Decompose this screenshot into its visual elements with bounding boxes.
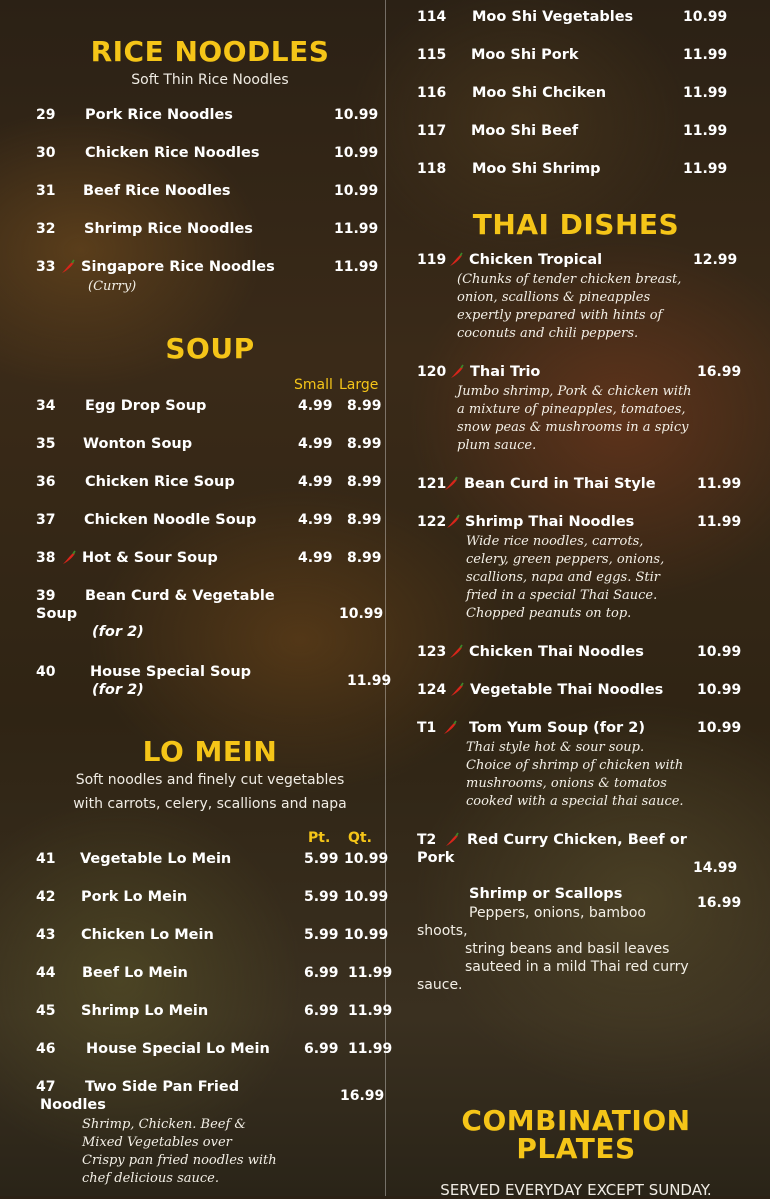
item-price: 11.99 — [697, 514, 742, 530]
item-name: Shrimp or Scallops — [469, 886, 623, 902]
item-number: 118 — [417, 161, 447, 177]
item-number: 117 — [417, 123, 447, 139]
large-price: 8.99 — [347, 550, 382, 566]
item-name: Moo Shi Pork — [471, 47, 579, 63]
item-description: Thai style hot & sour soup. Choice of shrimp of chicken with mushrooms, onions & tomatos cooked with a special thai sauce. — [466, 740, 684, 809]
item-name: Moo Shi Beef — [471, 123, 579, 139]
large-header: Large — [339, 377, 379, 393]
item-number: 32 — [36, 221, 56, 237]
item-name: Vegetable Thai Noodles — [470, 682, 664, 698]
item-price: 10.99 — [697, 682, 742, 698]
item-description: Jumbo shrimp, Pork & chicken with a mixture of pineapples, tomatoes, snow peas & mushrooms in a spicy plum sauce. — [457, 384, 692, 453]
item-name: Singapore Rice Noodles — [81, 259, 275, 275]
thai-dishes-title: THAI DISHES — [472, 208, 680, 241]
item-name: Two Side Pan Fried — [85, 1079, 240, 1095]
item-price: 14.99 — [693, 860, 738, 876]
item-number: 41 — [36, 851, 56, 867]
item-name: Moo Shi Vegetables — [472, 9, 634, 25]
item-number: 35 — [36, 436, 56, 452]
item-price: 11.99 — [334, 221, 379, 237]
item-price: 11.99 — [683, 123, 728, 139]
large-price: 8.99 — [347, 398, 382, 414]
item-note: (Curry) — [88, 279, 137, 294]
pint-price: 5.99 — [304, 889, 339, 905]
item-name-continued: Noodles — [40, 1097, 106, 1113]
item-description-line: sauce. — [417, 977, 463, 993]
item-price: 10.99 — [697, 644, 742, 660]
item-number: 123 — [417, 644, 447, 660]
chili-pepper-icon — [443, 476, 459, 492]
item-description: (Chunks of tender chicken breast, onion, scallions & pineapples expertly prepared with hints of coconuts and chili peppers. — [457, 272, 682, 341]
pint-price: 6.99 — [304, 965, 339, 981]
item-number: 42 — [36, 889, 56, 905]
chili-pepper-icon — [448, 644, 464, 660]
lo-mein-subtitle-line2: with carrots, celery, scallions and napa — [73, 796, 347, 812]
item-name: Beef Lo Mein — [82, 965, 188, 981]
item-name: Chicken Thai Noodles — [469, 644, 644, 660]
item-name: Hot & Sour Soup — [82, 550, 218, 566]
item-number: 116 — [417, 85, 447, 101]
quart-price: 11.99 — [348, 1003, 393, 1019]
item-price: 11.99 — [683, 47, 728, 63]
item-note: (for 2) — [92, 624, 144, 640]
item-number: 39 — [36, 588, 56, 604]
large-price: 8.99 — [347, 436, 382, 452]
pint-header: Pt. — [308, 830, 331, 846]
soup-title: SOUP — [165, 332, 255, 365]
item-name: Wonton Soup — [83, 436, 193, 452]
item-name: Chicken Lo Mein — [81, 927, 214, 943]
item-name: Pork Rice Noodles — [85, 107, 233, 123]
combination-title-line1: COMBINATION — [461, 1104, 691, 1137]
item-price: 10.99 — [683, 9, 728, 25]
item-name: Beef Rice Noodles — [83, 183, 231, 199]
item-number: 115 — [417, 47, 447, 63]
quart-price: 11.99 — [348, 965, 393, 981]
item-number: 121 — [417, 476, 447, 492]
item-price: 10.99 — [334, 183, 379, 199]
item-name: Thai Trio — [470, 364, 541, 380]
item-description: Shrimp, Chicken. Beef & Mixed Vegetables over Crispy pan fried noodles with chef delicious sauce. — [82, 1117, 277, 1186]
small-header: Small — [294, 377, 333, 393]
item-name: Egg Drop Soup — [85, 398, 207, 414]
item-price: 11.99 — [347, 673, 392, 689]
item-price: 11.99 — [683, 161, 728, 177]
item-number: 29 — [36, 107, 56, 123]
chili-pepper-icon — [449, 364, 465, 380]
item-number: 38 — [36, 550, 56, 566]
item-price: 12.99 — [693, 252, 738, 268]
small-price: 4.99 — [298, 474, 333, 490]
chili-pepper-icon — [61, 550, 77, 566]
item-name: Bean Curd & Vegetable — [85, 588, 275, 604]
item-name: House Special Lo Mein — [86, 1041, 270, 1057]
item-number: 122 — [417, 514, 447, 530]
small-price: 4.99 — [298, 512, 333, 528]
quart-price: 10.99 — [344, 851, 389, 867]
combination-title-line2: PLATES — [516, 1132, 636, 1165]
item-name: Shrimp Lo Mein — [81, 1003, 209, 1019]
item-description: Wide rice noodles, carrots, celery, green peppers, onions, scallions, napa and eggs. Stir fried in a special Thai Sauce. Chopped peanuts on top. — [466, 534, 665, 621]
item-price: 10.99 — [339, 606, 384, 622]
item-price: 11.99 — [683, 85, 728, 101]
item-name: Shrimp Thai Noodles — [465, 514, 635, 530]
rice-noodles-subtitle: Soft Thin Rice Noodles — [131, 72, 289, 88]
pint-price: 6.99 — [304, 1041, 339, 1057]
item-number: T2 — [417, 832, 437, 848]
large-price: 8.99 — [347, 512, 382, 528]
item-number: 30 — [36, 145, 56, 161]
item-number: 31 — [36, 183, 56, 199]
item-note: (for 2) — [92, 682, 144, 698]
lo-mein-subtitle-line1: Soft noodles and finely cut vegetables — [75, 772, 345, 788]
large-price: 8.99 — [347, 474, 382, 490]
pint-price: 5.99 — [304, 927, 339, 943]
item-description-line: sauteed in a mild Thai red curry — [465, 959, 689, 975]
item-number: 37 — [36, 512, 56, 528]
quart-price: 11.99 — [348, 1041, 393, 1057]
item-number: 120 — [417, 364, 447, 380]
item-price: 11.99 — [697, 476, 742, 492]
item-name: Shrimp Rice Noodles — [84, 221, 253, 237]
item-number: 33 — [36, 259, 56, 275]
chili-pepper-icon — [449, 682, 465, 698]
item-price: 10.99 — [334, 107, 379, 123]
item-description-line: Peppers, onions, bamboo — [469, 905, 646, 921]
item-number: T1 — [417, 720, 437, 736]
quart-price: 10.99 — [344, 889, 389, 905]
item-number: 44 — [36, 965, 56, 981]
item-price: 16.99 — [697, 895, 742, 911]
item-name: Moo Shi Shrimp — [472, 161, 601, 177]
small-price: 4.99 — [298, 550, 333, 566]
item-price: 11.99 — [334, 259, 379, 275]
chili-pepper-icon — [60, 259, 76, 275]
item-name: Pork Lo Mein — [81, 889, 188, 905]
item-price: 10.99 — [334, 145, 379, 161]
item-name-continued: Pork — [417, 850, 455, 866]
item-name-continued: Soup — [36, 606, 78, 622]
lo-mein-title: LO MEIN — [142, 735, 278, 768]
item-name: Chicken Rice Noodles — [85, 145, 260, 161]
quart-header: Qt. — [348, 830, 372, 846]
item-name: Red Curry Chicken, Beef or — [467, 832, 687, 848]
item-price: 10.99 — [697, 720, 742, 736]
item-number: 46 — [36, 1041, 56, 1057]
pint-price: 5.99 — [304, 851, 339, 867]
item-number: 124 — [417, 682, 447, 698]
small-price: 4.99 — [298, 398, 333, 414]
item-number: 43 — [36, 927, 56, 943]
item-description-line: shoots, — [417, 923, 468, 939]
combination-subtitle: SERVED EVERYDAY EXCEPT SUNDAY. — [440, 1181, 712, 1199]
item-name: Chicken Noodle Soup — [84, 512, 257, 528]
small-price: 4.99 — [298, 436, 333, 452]
item-name: House Special Soup — [90, 664, 252, 680]
item-number: 36 — [36, 474, 56, 490]
item-number: 47 — [36, 1079, 56, 1095]
item-name: Vegetable Lo Mein — [80, 851, 232, 867]
item-number: 40 — [36, 664, 56, 680]
item-number: 45 — [36, 1003, 56, 1019]
chili-pepper-icon — [445, 514, 461, 530]
item-price: 16.99 — [697, 364, 742, 380]
item-name: Moo Shi Chciken — [472, 85, 607, 101]
item-name: Bean Curd in Thai Style — [464, 476, 656, 492]
item-number: 119 — [417, 252, 447, 268]
rice-noodles-title: RICE NOODLES — [90, 35, 330, 68]
quart-price: 10.99 — [344, 927, 389, 943]
pint-price: 6.99 — [304, 1003, 339, 1019]
item-number: 114 — [417, 9, 447, 25]
item-name: Chicken Tropical — [469, 252, 603, 268]
chili-pepper-icon — [442, 720, 458, 736]
item-name: Chicken Rice Soup — [85, 474, 235, 490]
item-number: 34 — [36, 398, 56, 414]
chili-pepper-icon — [444, 832, 460, 848]
item-description-line: string beans and basil leaves — [465, 941, 670, 957]
item-price: 16.99 — [340, 1088, 385, 1104]
item-name: Tom Yum Soup (for 2) — [469, 720, 645, 736]
chili-pepper-icon — [448, 252, 464, 268]
